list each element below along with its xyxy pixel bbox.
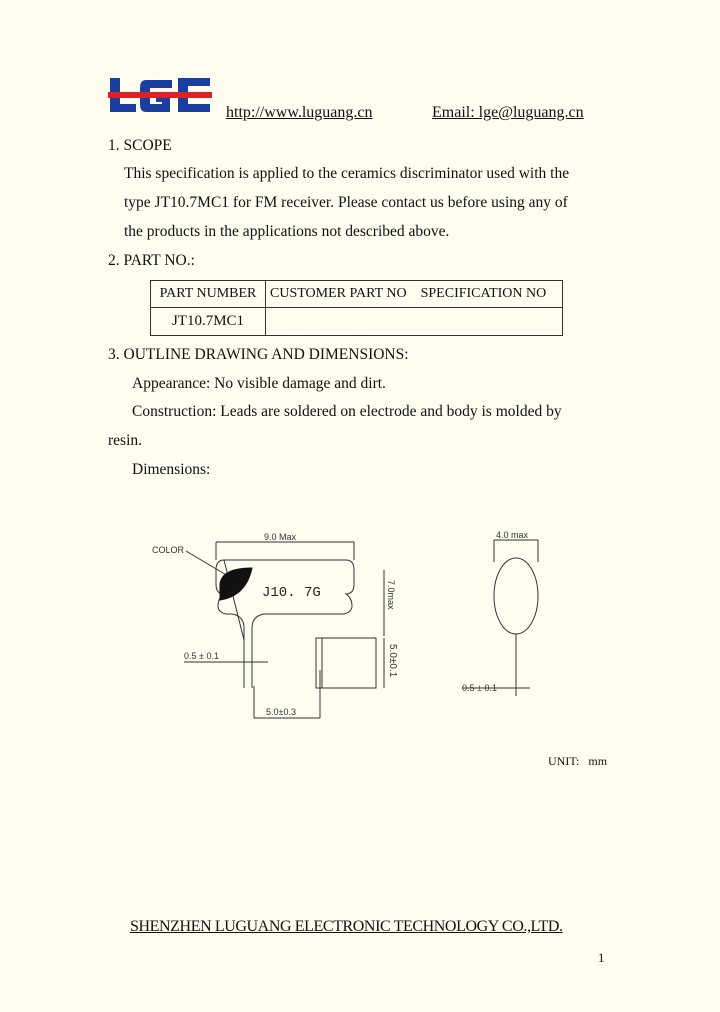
scope-heading: 1. SCOPE	[108, 137, 172, 154]
unit-label: UNIT: mm	[548, 754, 608, 768]
scope-line-2: type JT10.7MC1 for FM receiver. Please contact us before using any of	[124, 194, 568, 211]
part-table	[150, 280, 563, 336]
scope-line-1: This specification is applied to the ceramics discriminator used with the	[124, 165, 570, 182]
dimensions-label: Dimensions:	[132, 461, 211, 478]
website-link[interactable]: http://www.luguang.cn	[226, 104, 373, 121]
dim-width: 9.0 Max	[264, 532, 297, 542]
appearance-text: Appearance: No visible damage and dirt.	[132, 375, 386, 392]
dim-lead-length: 5.0±0.1	[387, 644, 398, 678]
company-name: SHENZHEN LUGUANG ELECTRONIC TECHNOLOGY CO.,LTD.	[130, 918, 563, 935]
color-mark	[220, 568, 252, 600]
lge-logo	[108, 74, 212, 116]
outline-heading: 3. OUTLINE DRAWING AND DIMENSIONS:	[108, 346, 409, 363]
color-label: COLOR	[152, 545, 185, 555]
dim-height: 7.0max	[386, 580, 396, 610]
table-header-customer-spec: CUSTOMER PART NO SPECIFICATION NO	[266, 281, 563, 308]
email-link[interactable]: Email: lge@luguang.cn	[432, 104, 584, 121]
lead-block	[316, 638, 376, 688]
dim-lead-dia: 0.5 ± 0.1	[184, 651, 219, 661]
dim-lead-dia-side: 0.5 ± 0.1	[462, 683, 497, 693]
page-number: 1	[598, 950, 605, 965]
logo-text: LGE	[160, 114, 164, 116]
outline-drawing	[140, 520, 560, 730]
table-cell-part-number: JT10.7MC1	[151, 308, 266, 336]
table-header-part-number: PART NUMBER	[151, 281, 266, 308]
side-view-body	[494, 558, 538, 634]
dim-thickness: 4.0 max	[496, 530, 529, 540]
color-leader-line	[186, 551, 228, 576]
part-no-heading: 2. PART NO.:	[108, 252, 195, 269]
scope-line-3: the products in the applications not described above.	[124, 223, 450, 240]
construction-text-1: Construction: Leads are soldered on electrode and body is molded by	[132, 403, 562, 420]
dim-pitch: 5.0±0.3	[266, 707, 296, 717]
body-marking: J10. 7G	[262, 585, 321, 601]
construction-text-2: resin.	[108, 432, 143, 449]
table-cell-customer-part	[266, 308, 563, 336]
